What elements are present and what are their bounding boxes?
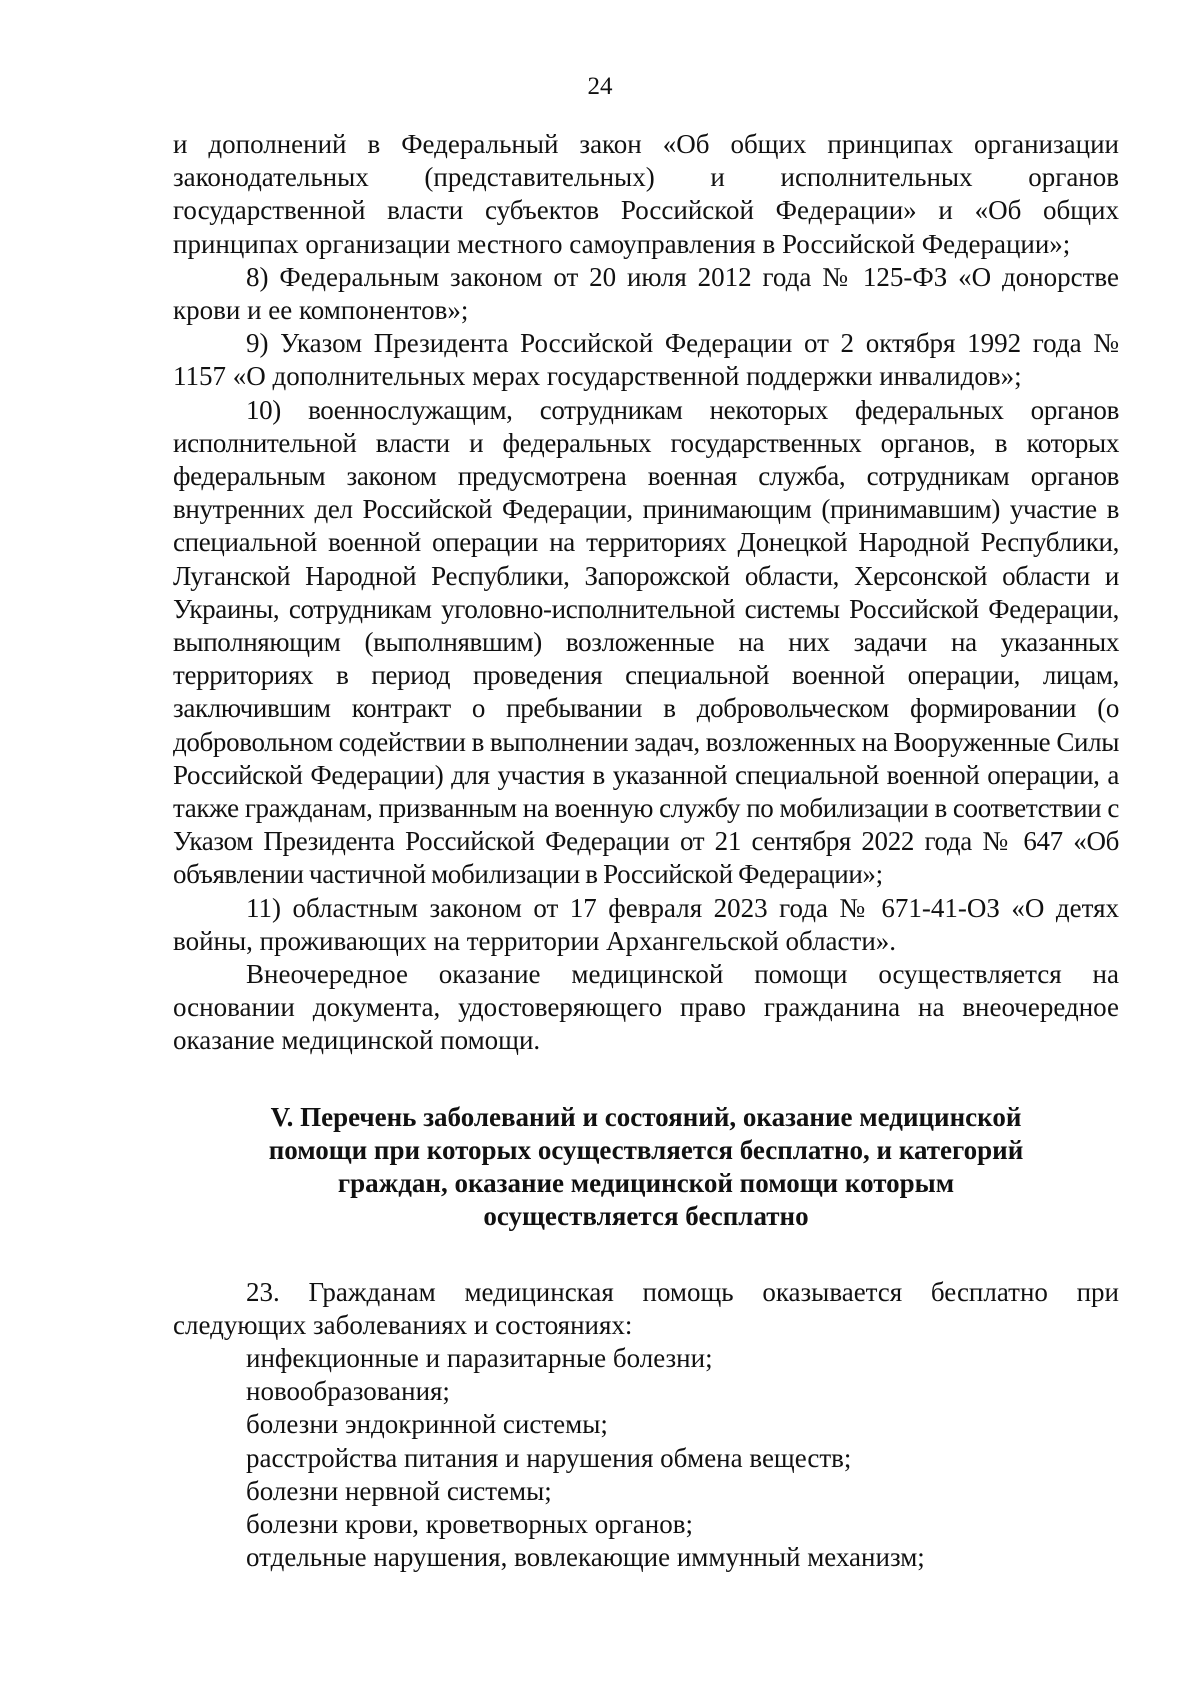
section-title-line: граждан, оказание медицинской помощи которым bbox=[337, 1168, 955, 1199]
paragraph-extraordinary-care: Внеочередное оказание медицинской помощи осуществляется на основании документа, удостоверяющего право гражданина на внеочередное оказание медицинской помощи. bbox=[173, 959, 1119, 1056]
list-item: инфекционные и паразитарные болезни; bbox=[246, 1342, 713, 1373]
list-item: расстройства питания и нарушения обмена веществ; bbox=[246, 1442, 852, 1473]
disease-list bbox=[173, 1342, 1119, 1574]
section-title bbox=[173, 1101, 1119, 1234]
page-number: 24 bbox=[587, 73, 613, 100]
list-item: новообразования; bbox=[246, 1376, 450, 1407]
paragraph-item-10: 10) военнослужащим, сотрудникам некоторых федеральных органов исполнительной власти и федеральных государственных органов, в которых федеральным законом предусмотрена военная служба, сотрудникам органов внутренних дел Российской Федерации, принимающим (принимавшим) участие в специальной военной операции на территориях Донецкой Народной Республики, Луганской Народной Республики, Запорожской области, Херсонской области и Украины, сотрудникам уголовно-исполнительной системы Российской Федерации, выполняющим (выполнявшим) возложенные на них задачи на указанных территориях в период проведения специальной военной операции, лицам, заключившим контракт о пребывании в добровольческом формировании (о добровольном содействии в выполнении задач, возложенных на Вооруженные Силы Российской Федерации) для участия в указанной специальной военной операции, а также гражданам, призванным на военную службу по мобилизации в соответствии с Указом Президента Российской Федерации от 21 сентября 2022 года № 647 «Об объявлении частичной мобилизации в Российской Федерации»; bbox=[173, 394, 1119, 890]
list-item: отдельные нарушения, вовлекающие иммунный механизм; bbox=[246, 1542, 925, 1573]
paragraph-continuation: и дополнений в Федеральный закон «Об общих принципах организации законодательных (представительных) и исполнительных органов государственной власти субъектов Российской Федерации» и «Об общих принципах организации местного самоуправления в Российской Федерации»; bbox=[173, 129, 1119, 259]
list-item: болезни крови, кроветворных органов; bbox=[246, 1508, 693, 1539]
paragraph-23: 23. Гражданам медицинская помощь оказывается бесплатно при следующих заболеваниях и состояниях: bbox=[173, 1276, 1119, 1340]
list-item: болезни нервной системы; bbox=[246, 1475, 552, 1506]
paragraph-item-8: 8) Федеральным законом от 20 июля 2012 года № 125-ФЗ «О донорстве крови и ее компонентов»; bbox=[173, 261, 1119, 326]
section-title-line: помощи при которых осуществляется бесплатно, и категорий bbox=[268, 1134, 1024, 1165]
paragraph-item-11: 11) областным законом от 17 февраля 2023 года № 671-41-ОЗ «О детях войны, проживающих на территории Архангельской области». bbox=[173, 892, 1119, 956]
document-body bbox=[173, 128, 1119, 1574]
list-item: болезни эндокринной системы; bbox=[246, 1409, 608, 1440]
paragraph-item-9: 9) Указом Президента Российской Федерации от 2 октября 1992 года № 1157 «О дополнительных мерах государственной поддержки инвалидов»; bbox=[173, 328, 1119, 392]
section-title-line: V. Перечень заболеваний и состояний, оказание медицинской bbox=[270, 1101, 1022, 1132]
section-title-line: осуществляется бесплатно bbox=[483, 1201, 809, 1232]
